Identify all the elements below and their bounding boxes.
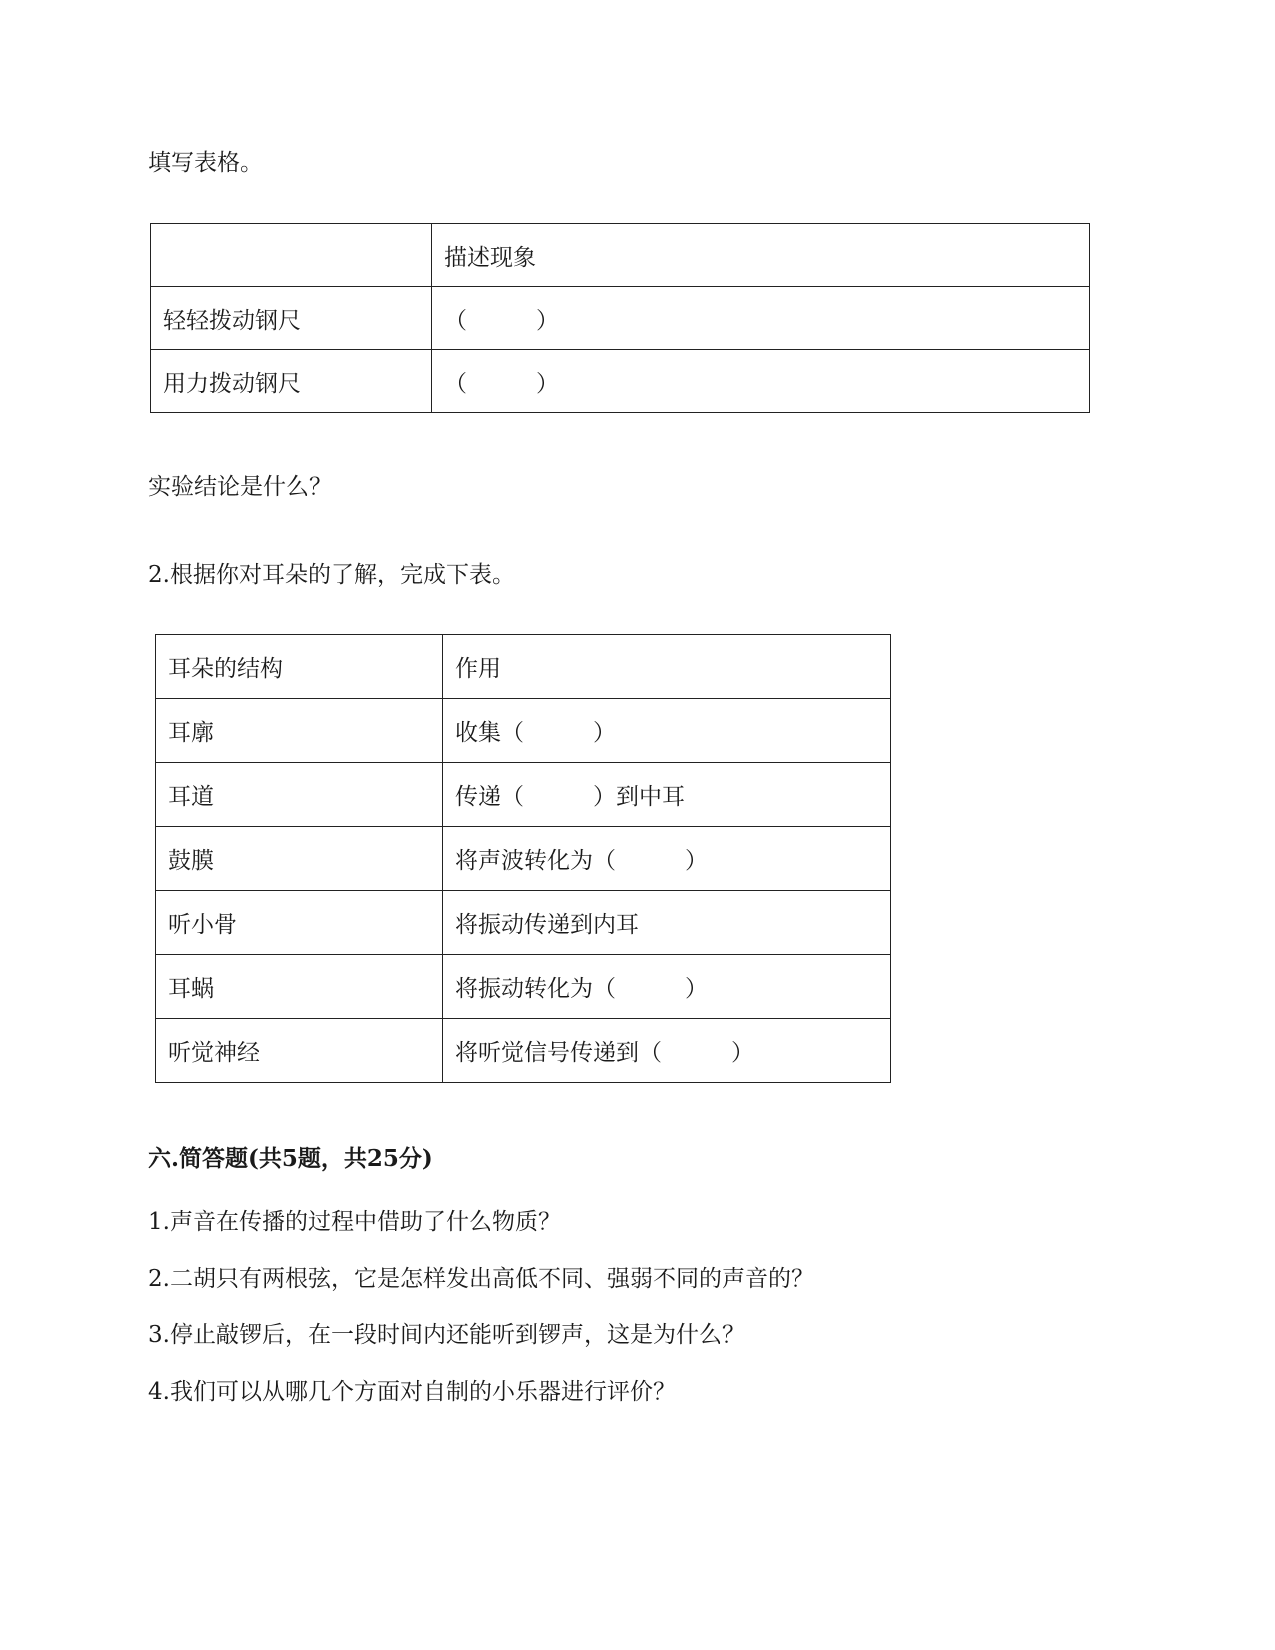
table-cell: 听觉神经 <box>156 1019 443 1083</box>
table-row <box>156 955 891 1019</box>
table-row <box>151 350 1090 413</box>
conclusion-question: 实验结论是什么？ <box>148 474 332 500</box>
table-header-cell <box>151 224 432 287</box>
table-header-cell: 作用 <box>443 635 891 699</box>
table-row <box>156 1019 891 1083</box>
short-answer-question: 4.我们可以从哪几个方面对自制的小乐器进行评价？ <box>148 1379 676 1405</box>
table-cell: 将振动传递到内耳 <box>443 891 891 955</box>
table-cell: 将听觉信号传递到（ ） <box>443 1019 891 1083</box>
short-answer-question: 3.停止敲锣后，在一段时间内还能听到锣声，这是为什么？ <box>148 1322 745 1348</box>
table-row <box>156 763 891 827</box>
table-cell: 用力拨动钢尺 <box>151 350 432 413</box>
table-row <box>156 891 891 955</box>
table-header-cell: 描述现象 <box>432 224 1090 287</box>
sound-table <box>150 223 1090 413</box>
short-answer-question: 2.二胡只有两根弦，它是怎样发出高低不同、强弱不同的声音的？ <box>148 1266 814 1292</box>
short-answer-question: 1.声音在传播的过程中借助了什么物质？ <box>148 1209 561 1235</box>
answer-blank-cell: （ ） <box>432 287 1090 350</box>
table-header-cell: 耳朵的结构 <box>156 635 443 699</box>
table-row <box>151 287 1090 350</box>
table-cell: 收集（ ） <box>443 699 891 763</box>
table-cell: 耳道 <box>156 763 443 827</box>
table-row <box>156 827 891 891</box>
table-cell: 将振动转化为（ ） <box>443 955 891 1019</box>
table-cell: 轻轻拨动钢尺 <box>151 287 432 350</box>
question-2-prompt: 2.根据你对耳朵的了解，完成下表。 <box>148 562 515 588</box>
table-cell: 听小骨 <box>156 891 443 955</box>
ear-structure-table <box>155 634 891 1083</box>
table-cell: 鼓膜 <box>156 827 443 891</box>
table-cell: 将声波转化为（ ） <box>443 827 891 891</box>
table-instruction: 填写表格。 <box>148 150 263 176</box>
table-cell: 耳蜗 <box>156 955 443 1019</box>
table-header-row <box>156 635 891 699</box>
answer-blank-cell: （ ） <box>432 350 1090 413</box>
table-cell: 耳廓 <box>156 699 443 763</box>
table-row <box>156 699 891 763</box>
table-cell: 传递（ ）到中耳 <box>443 763 891 827</box>
section-six-title: 六.简答题(共5题，共25分) <box>148 1145 433 1172</box>
table-header-row <box>151 224 1090 287</box>
